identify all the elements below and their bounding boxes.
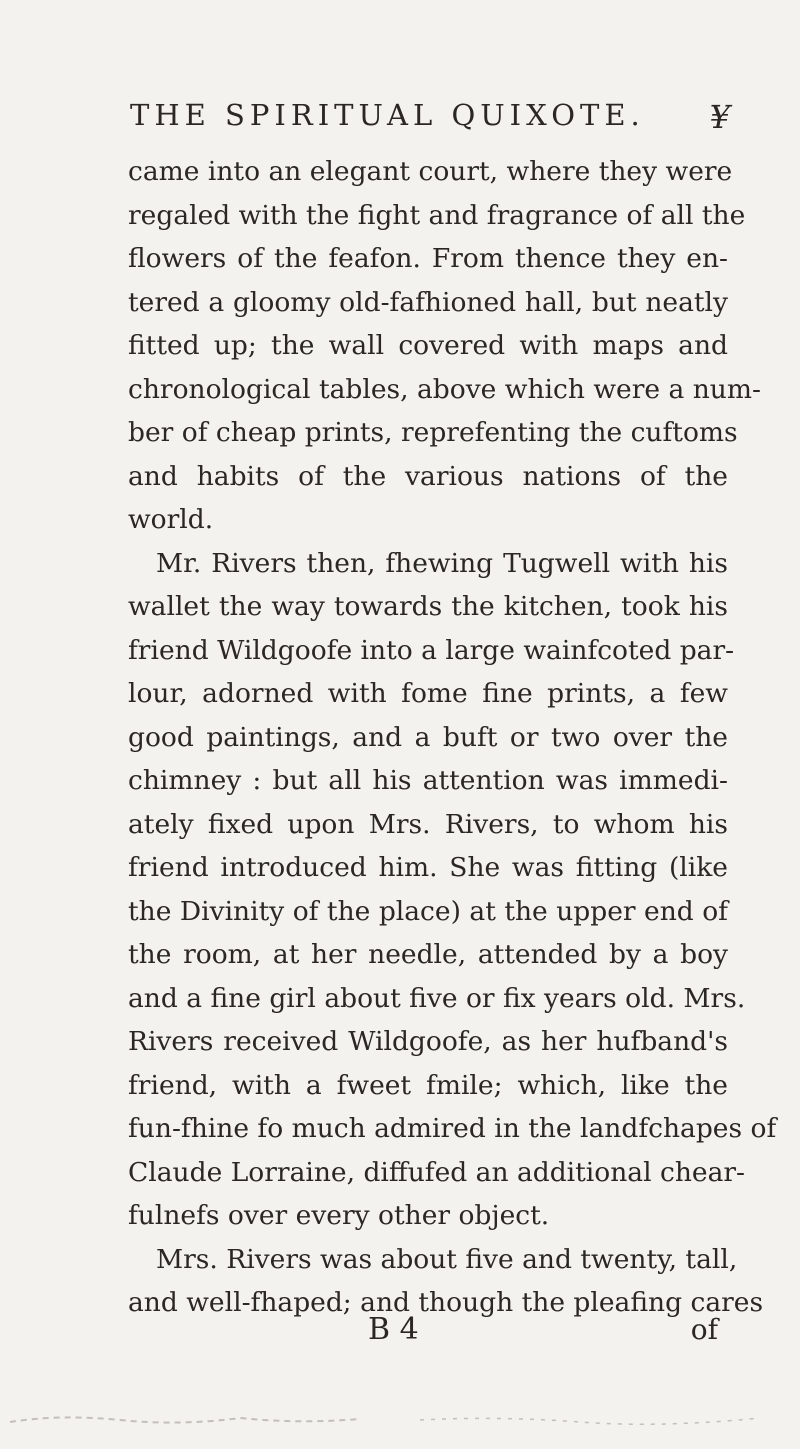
text-line: fulnefs over every other object. <box>128 1200 550 1231</box>
text-line: regaled with the fight and fragrance of all the <box>128 199 746 231</box>
text-line: Mrs. Rivers was about five and twenty, tall, <box>156 1243 738 1275</box>
show-through-smudge <box>0 1404 800 1434</box>
text-line: good paintings, and a buft or two over the <box>128 721 728 753</box>
text-line: and a fine girl about five or fix years old. Mrs. <box>128 982 746 1014</box>
text-line: Mr. Rivers then, fhewing Tugwell with his <box>156 547 728 579</box>
text-line: came into an elegant court, where they were <box>128 156 733 187</box>
text-line: flowers of the feafon. From thence they en- <box>128 243 728 274</box>
signature-mark: B 4 <box>368 1312 419 1347</box>
paragraph-2 <box>128 542 777 1238</box>
text-line: lour, adorned with fome fine prints, a few <box>128 678 728 709</box>
page-footer <box>128 1308 728 1352</box>
text-line: friend introduced him. She was fitting (like <box>128 852 728 883</box>
text-line: world. <box>128 504 214 535</box>
text-line: the Divinity of the place) at the upper end of <box>128 895 728 927</box>
text-line: ber of cheap prints, reprefenting the cuftoms <box>128 417 738 448</box>
text-line: tered a gloomy old-fafhioned hall, but neatly <box>128 286 728 318</box>
text-line: Rivers received Wildgoofe, as her hufband's <box>128 1026 728 1057</box>
text-line: wallet the way towards the kitchen, took his <box>128 591 728 622</box>
text-line: friend, with a fweet fmile; which, like the <box>128 1069 728 1101</box>
running-head: THE SPIRITUAL QUIXOTE. <box>130 98 645 132</box>
body-text <box>128 150 777 1325</box>
catchword: of <box>690 1313 718 1346</box>
text-line: and well-fhaped; and though the pleafing cares <box>128 1287 764 1318</box>
text-line: fitted up; the wall covered with maps and <box>128 330 728 361</box>
text-line: chronological tables, above which were a num- <box>128 373 761 405</box>
page-header <box>110 98 750 138</box>
text-line: ately fixed upon Mrs. Rivers, to whom his <box>128 808 728 840</box>
text-line: fun-fhine fo much admired in the landfchapes of <box>128 1113 777 1144</box>
text-line: Claude Lorraine, diffufed an additional chear- <box>128 1156 746 1188</box>
text-line: friend Wildgoofe into a large wainfcoted par- <box>128 634 735 666</box>
ornament-mark: ¥ <box>709 98 730 136</box>
text-line: chimney : but all his attention was immedi- <box>128 765 728 796</box>
paragraph-1 <box>128 150 761 542</box>
text-line: and habits of the various nations of the <box>128 460 728 492</box>
text-line: the room, at her needle, attended by a boy <box>128 939 728 970</box>
